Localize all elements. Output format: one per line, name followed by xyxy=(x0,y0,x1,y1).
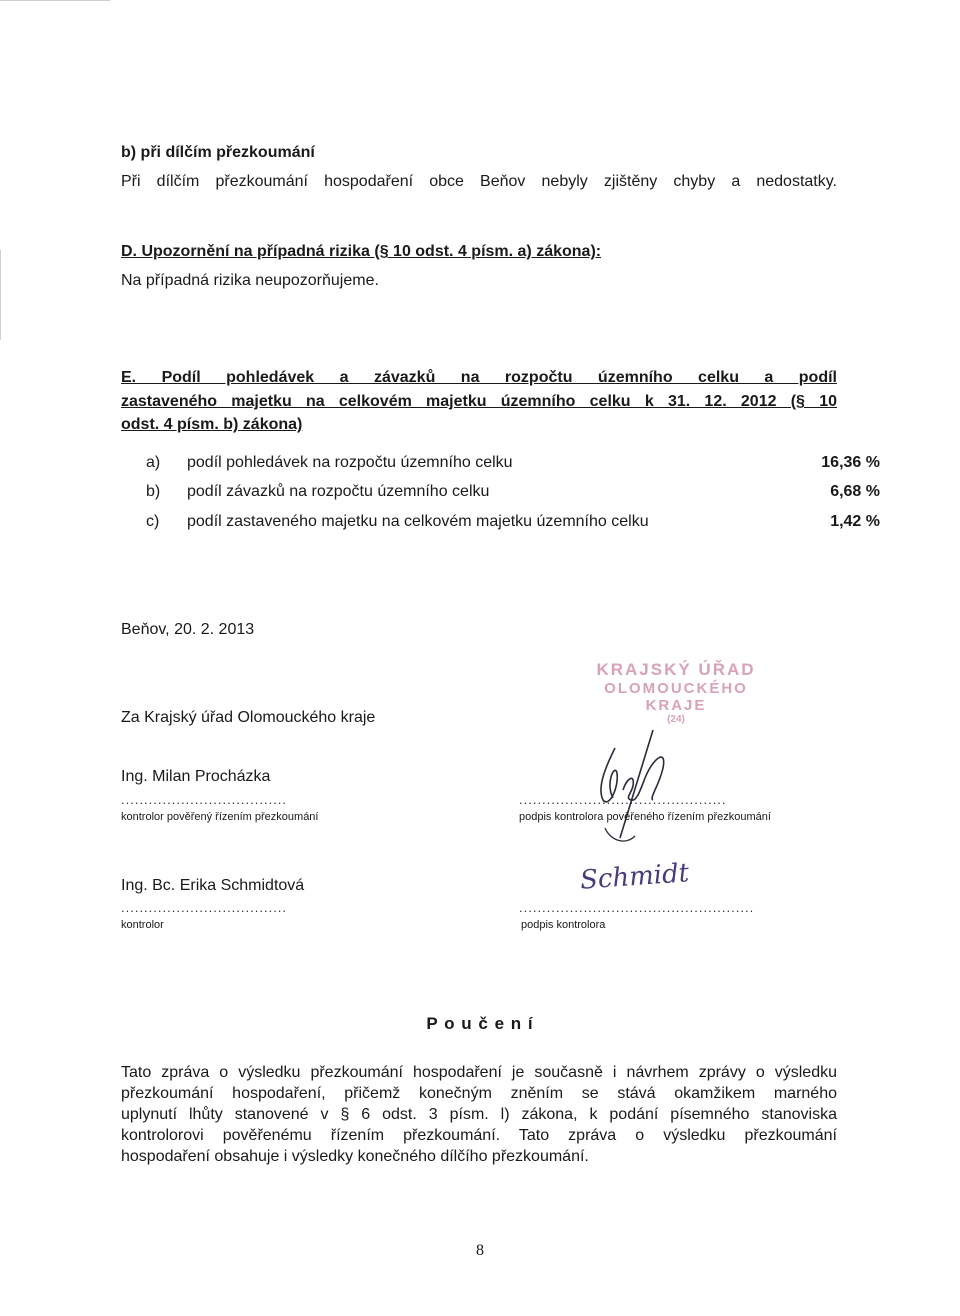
signatory-name: Ing. Bc. Erika Schmidtová xyxy=(121,877,305,894)
stamp-line3: (24) xyxy=(667,714,685,725)
row-letter: b) xyxy=(146,483,161,500)
section-e-heading-line3: odst. 4 písm. b) zákona) xyxy=(121,416,303,433)
signature-dots: ............................................. xyxy=(519,792,727,807)
pouceni-line: přezkoumání hospodaření, přičemž konečným zněním se stává okamžikem marného xyxy=(121,1085,837,1102)
signatory-role: kontrolor pověřený řízením přezkoumání xyxy=(121,811,319,823)
pouceni-line: Tato zpráva o výsledku přezkoumání hospodaření je současně i návrhem zprávy o výsledku xyxy=(121,1064,837,1081)
pouceni-heading: P o u č e n í xyxy=(426,1014,534,1033)
signature-dots: .................................... xyxy=(121,900,288,915)
row-letter: a) xyxy=(146,454,161,471)
row-value: 1,42 % xyxy=(830,513,880,530)
signatory-role: kontrolor xyxy=(121,919,164,931)
section-e-heading-line2: zastaveného majetku na celkovém majetku územního celku k 31. 12. 2012 (§ 10 xyxy=(121,393,837,410)
authority-line: Za Krajský úřad Olomouckého kraje xyxy=(121,709,376,726)
page-number: 8 xyxy=(476,1242,484,1259)
signatory-name: Ing. Milan Procházka xyxy=(121,768,271,785)
row-label: podíl zastaveného majetku na celkovém majetku územního celku xyxy=(187,513,649,530)
handwritten-signature-1 xyxy=(575,728,685,848)
scan-edge-mark xyxy=(0,250,1,340)
section-b-heading: b) při dílčím přezkoumání xyxy=(121,144,315,161)
section-d-text: Na případná rizika neupozorňujeme. xyxy=(121,272,379,289)
office-stamp xyxy=(596,660,756,725)
signature-label: podpis kontrolora pověřeného řízením přezkoumání xyxy=(519,811,771,823)
pouceni-line: kontrolorovi pověřenému řízením přezkoumání. Tato zpráva o výsledku přezkoumání xyxy=(121,1127,837,1144)
stamp-line2: OLOMOUCKÉHO KRAJE xyxy=(604,680,748,714)
row-value: 16,36 % xyxy=(821,454,880,471)
handwritten-signature-2: Schmidt xyxy=(579,858,691,896)
place-date: Beňov, 20. 2. 2013 xyxy=(121,621,255,638)
signature-dots: .................................... xyxy=(121,792,288,807)
pouceni-line: uplynutí lhůty stanovené v § 6 odst. 3 písm. l) zákona, k podání písemného stanoviska xyxy=(121,1106,837,1123)
section-d-heading: D. Upozornění na případná rizika (§ 10 odst. 4 písm. a) zákona): xyxy=(121,243,602,260)
pouceni-line: hospodaření obsahuje i výsledky konečného dílčího přezkoumání. xyxy=(121,1148,589,1165)
stamp-line1: KRAJSKÝ ÚŘAD xyxy=(596,660,756,679)
section-e-heading-line1: E. Podíl pohledávek a závazků na rozpočtu územního celku a podíl xyxy=(121,369,837,386)
signature-dots: ................................................... xyxy=(519,900,755,915)
row-label: podíl pohledávek na rozpočtu územního celku xyxy=(187,454,513,471)
section-b-text: Při dílčím přezkoumání hospodaření obce Beňov nebyly zjištěny chyby a nedostatky. xyxy=(121,173,837,190)
row-label: podíl závazků na rozpočtu územního celku xyxy=(187,483,490,500)
row-letter: c) xyxy=(146,513,160,530)
row-value: 6,68 % xyxy=(830,483,880,500)
scan-edge-mark xyxy=(0,0,110,1)
signature-label: podpis kontrolora xyxy=(521,919,606,931)
